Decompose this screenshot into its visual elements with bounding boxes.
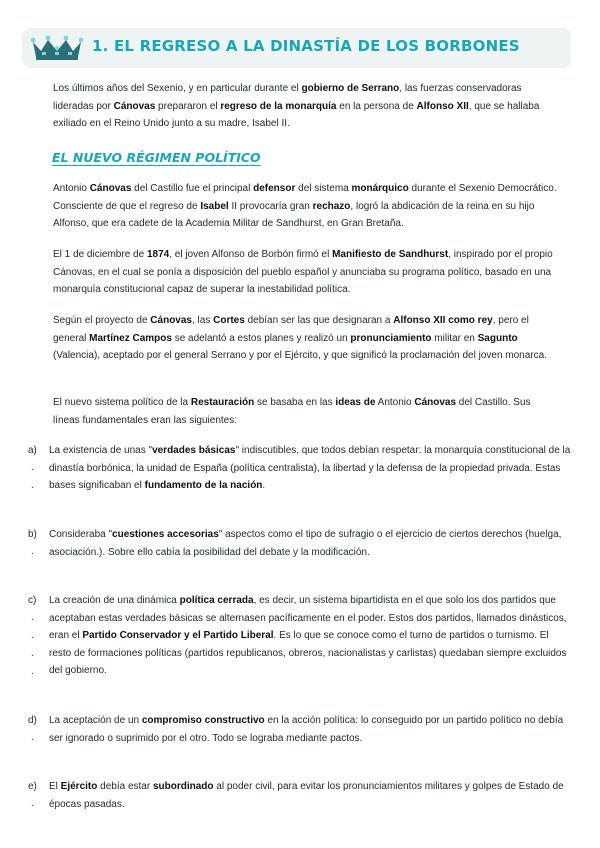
list-item-text: La existencia de unas "verdades básicas" indiscutibles, que todos debían respetar: la monarquía constitucional de la dinastía borbónica, la unidad de España (política centralista), la libertad y la defensa de la propiedad privada. Estas bases significaban el fundamento de la nación. [49,445,571,492]
crown-icon [30,34,84,67]
section-header [22,28,571,68]
page-title: 1. EL REGRESO A LA DINASTÍA DE LOS BORBONES [92,37,520,55]
list-letter: c) [28,595,37,606]
list-item-text: La aceptación de un compromiso constructivo en la acción política: lo conseguido por un partido político no debía ser ignorado o suprimido por el otro. Todo se lograba mediante pactos. [49,715,564,744]
paragraph-proclamation: Según el proyecto de Cánovas, las Cortes debían ser las que designaran a Alfonso XII como rey, pero el general Martínez Campos se adelantó a estos planes y realizó un pronunciamiento militar en Sagunto (Valencia), aceptado por el general Serrano y por el Ejército, y que significó la proclamación del joven monarca. [53,315,547,362]
list-item-text: La creación de una dinámica política cerrada, es decir, un sistema bipartidista en el que solo los dos partidos que aceptaban estas verdades básicas se alternasen pacíficamente en el poder. Estos dos partidos, llamados dinásticos, eran el Partido Conservador y el Partido Liberal. Es lo que se conoce como el turno de partidos o turnismo. El resto de formaciones políticas (partidos republicanos, obreros, nacionalistas y carlistas) quedaban siempre excluidos del gobierno. [49,595,567,677]
list-item-text: El Ejército debía estar subordinado al poder civil, para evitar los pronunciamientos militares y golpes de Estado de épocas pasadas. [49,781,564,810]
list-item-text: Consideraba "cuestiones accesorias" aspectos como el tipo de sufragio o el ejercicio de ciertos derechos (huelga, asociación.). Sobre ello cabía la posibilidad del debate y la modificación. [49,529,562,558]
paragraph-canovas: Antonio Cánovas del Castillo fue el principal defensor del sistema monárquico durante el Sexenio Democrático. Consciente de que el regreso de Isabel II provocaría gran rechazo, logró la abdicación de la reina en su hijo Alfonso, que era cadete de la Academia Militar de Sandhurst, en Gran Bretaña. [53,183,557,230]
intro-paragraph: Los últimos años del Sexenio, y en particular durante el gobierno de Serrano, las fuerzas conservadoras lideradas por Cánovas prepararon el regreso de la monarquía en la persona de Alfonso XII, que se hallaba exiliado en el Reino Unido junto a su madre, Isabel II. [53,83,540,130]
section-subtitle: EL NUEVO RÉGIMEN POLÍTICO [52,150,261,165]
list-letter: e) [28,781,37,792]
list-letter: b) [28,529,37,540]
paragraph-sandhurst: El 1 de diciembre de 1874, el joven Alfonso de Borbón firmó el Manifiesto de Sandhurst, inspirado por el propio Cánovas, en el cual se ponía a disposición del pueblo español y anunciaba su programa político, basado en una monarquía constitucional capaz de superar la inestabilidad política. [53,249,553,296]
list-letter: a) [28,445,37,456]
list-letter: d) [28,715,37,726]
paragraph-restoration: El nuevo sistema político de la Restauración se basaba en las ideas de Antonio Cánovas del Castillo. Sus líneas fundamentales eran las siguientes: [53,397,531,426]
